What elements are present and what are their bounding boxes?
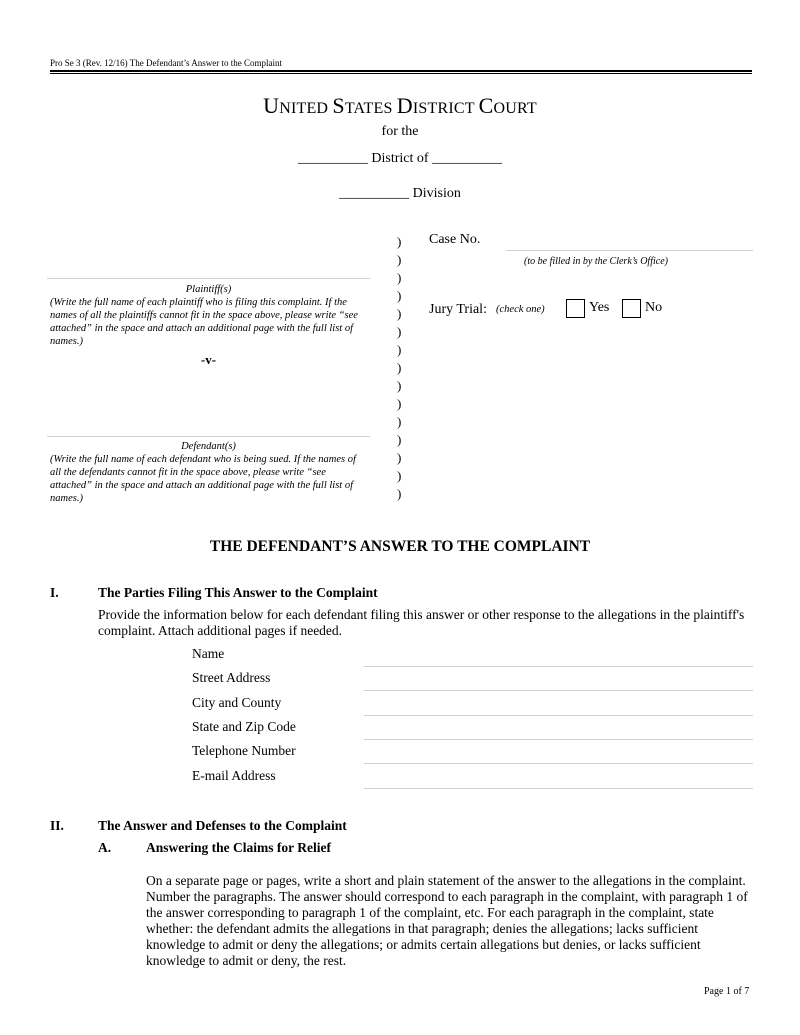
- page-number: Page 1 of 7: [704, 986, 750, 997]
- header-rule-thin: [50, 73, 752, 74]
- plaintiff-instructions: (Write the full name of each plaintiff who is filing this complaint. If the names of all the plaintiffs cannot fit in the space above, please write “see attached” in the space and attach an additional page with the full list of names.): [50, 297, 358, 347]
- section-1-number: I.: [50, 585, 59, 600]
- plaintiff-label: Plaintiff(s): [185, 284, 232, 295]
- field-label-name: Name: [192, 646, 225, 661]
- document-title: THE DEFENDANT’S ANSWER TO THE COMPLAINT: [209, 538, 591, 555]
- division-line[interactable]: __________ Division: [339, 186, 461, 201]
- jury-yes-label: Yes: [589, 300, 610, 315]
- field-input-telephone[interactable]: [364, 763, 753, 764]
- section-2-heading: The Answer and Defenses to the Complaint: [98, 818, 347, 833]
- caption-paren: ): [397, 234, 402, 249]
- versus-text: -v-: [200, 352, 217, 367]
- field-label-street: Street Address: [192, 670, 271, 685]
- field-input-name[interactable]: [364, 666, 753, 667]
- section-1-heading: The Parties Filing This Answer to the Complaint: [98, 585, 378, 600]
- caption-paren: ): [397, 468, 402, 483]
- defendant-label: Defendant(s): [181, 441, 236, 452]
- case-no-line[interactable]: [506, 250, 753, 251]
- section-1-text: Provide the information below for each defendant filing this answer or other response to the allegations in the plaintiff's complaint. Attach additional pages if needed.: [98, 607, 745, 638]
- field-input-state-zip[interactable]: [364, 739, 753, 740]
- field-label-city: City and County: [192, 695, 282, 710]
- court-title: UNITED STATES DISTRICT COURT: [263, 93, 537, 118]
- field-input-city[interactable]: [364, 715, 753, 716]
- jury-no-checkbox[interactable]: [622, 299, 641, 318]
- caption-paren: ): [397, 360, 402, 375]
- for-the-text: for the: [381, 124, 419, 139]
- subsection-a-heading: Answering the Claims for Relief: [146, 840, 331, 855]
- subsection-a-text: On a separate page or pages, write a short and plain statement of the answer to the allegations in the complaint. Number the paragraphs. The answer should correspond to each paragraph in the complaint, with paragraph 1 of the answer corresponding to paragraph 1 of the complaint, etc. For each paragraph in the complaint, state whether: the defendant admits the allegations in that paragraph; denies the allegations; lacks sufficient knowledge to admit or deny the allegations; or admits certain allegations but denies, or lacks sufficient knowledge to admit or deny, the rest.: [146, 873, 748, 968]
- field-label-state-zip: State and Zip Code: [192, 719, 296, 734]
- header-rule-thick: [50, 70, 752, 72]
- caption-paren: ): [397, 450, 402, 465]
- jury-no-label: No: [645, 300, 663, 315]
- field-input-email[interactable]: [364, 788, 753, 789]
- caption-paren: ): [397, 342, 402, 357]
- caption-paren: ): [397, 432, 402, 447]
- district-line[interactable]: __________ District of __________: [297, 151, 503, 166]
- jury-trial-hint: (check one): [496, 304, 545, 315]
- caption-paren: ): [397, 306, 402, 321]
- jury-yes-checkbox[interactable]: [566, 299, 585, 318]
- caption-paren: ): [397, 324, 402, 339]
- caption-paren: ): [397, 396, 402, 411]
- caption-paren: ): [397, 486, 402, 501]
- field-label-email: E-mail Address: [192, 768, 276, 783]
- defendant-instructions: (Write the full name of each defendant who is being sued. If the names of all the defendants cannot fit in the space above, please write “see attached” in the space and attach an additional page with the full list of names.): [50, 454, 356, 504]
- caption-paren: ): [397, 252, 402, 267]
- subsection-a-number: A.: [98, 840, 112, 855]
- form-id-header: Pro Se 3 (Rev. 12/16) The Defendant’s Answer to the Complaint: [50, 58, 282, 68]
- case-no-label: Case No.: [429, 232, 481, 247]
- caption-paren: ): [397, 378, 402, 393]
- caption-paren: ): [397, 270, 402, 285]
- caption-paren: ): [397, 288, 402, 303]
- caption-paren: ): [397, 414, 402, 429]
- section-2-number: II.: [50, 818, 64, 833]
- plaintiff-name-line[interactable]: [47, 278, 370, 279]
- jury-trial-label: Jury Trial:: [429, 302, 487, 317]
- case-no-hint: (to be filled in by the Clerk’s Office): [524, 256, 668, 267]
- field-label-telephone: Telephone Number: [192, 743, 296, 758]
- field-input-street[interactable]: [364, 690, 753, 691]
- defendant-name-line[interactable]: [47, 436, 370, 437]
